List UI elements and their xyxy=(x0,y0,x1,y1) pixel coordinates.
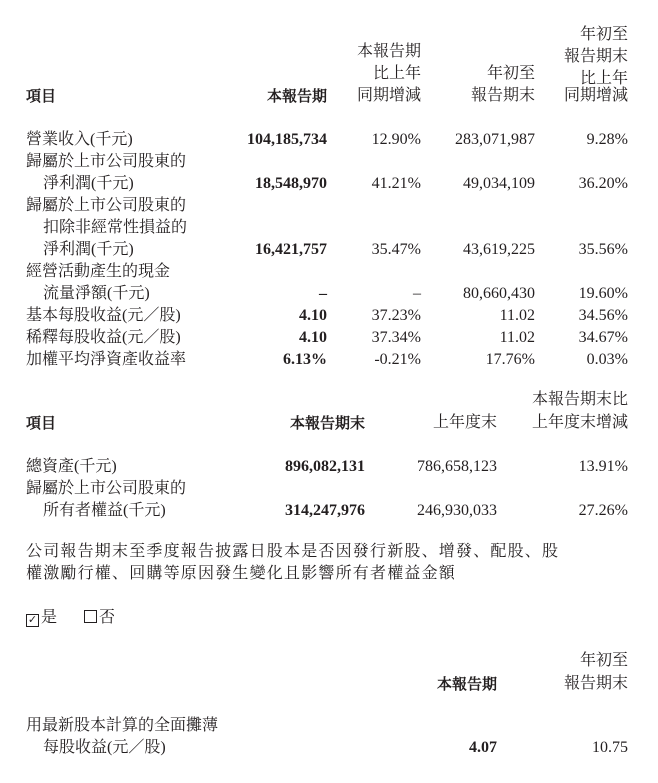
row-label: 歸屬於上市公司股東的 xyxy=(26,480,187,497)
cell-current-yoy: 37.23% xyxy=(371,307,421,324)
cell-ytd: 17.76% xyxy=(485,351,535,368)
cell-ytd: 11.02 xyxy=(499,329,535,346)
checkbox-checked-icon[interactable]: ✓ xyxy=(27,614,38,626)
cell-ytd-yoy: 0.03% xyxy=(586,351,628,368)
row-label: 流量淨額(千元) xyxy=(43,285,150,302)
cell-current-yoy: – xyxy=(413,285,421,302)
cell-ytd: 80,660,430 xyxy=(463,285,535,302)
row-label: 稀釋每股收益(元／股) xyxy=(26,329,181,346)
cell-current: – xyxy=(319,285,327,302)
paragraph-line: 權激勵行權、回購等原因發生變化且影響所有者權益金額 xyxy=(26,565,457,582)
cell-current-yoy: 37.34% xyxy=(371,329,421,346)
row-label: 淨利潤(千元) xyxy=(43,175,134,192)
option-yes-label: 是 xyxy=(41,609,58,626)
header-period-end: 本報告期末 xyxy=(289,414,365,432)
header-change: 本報告期末比 xyxy=(531,391,628,408)
row-label: 基本每股收益(元／股) xyxy=(26,307,181,324)
cell-current: 6.13% xyxy=(283,351,327,368)
row-label: 經營活動產生的現金 xyxy=(26,263,171,280)
header-current-yoy: 本報告期 xyxy=(356,43,421,60)
row-label: 總資產(千元) xyxy=(26,458,117,475)
cell-period-end: 314,247,976 xyxy=(285,502,365,519)
cell-ytd-yoy: 35.56% xyxy=(578,241,628,258)
cell-ytd: 11.02 xyxy=(499,307,535,324)
row-label: 加權平均淨資產收益率 xyxy=(26,351,187,368)
paragraph-line: 公司報告期末至季度報告披露日股本是否因發行新股、增發、配股、股 xyxy=(26,543,560,560)
header-current-yoy: 比上年 xyxy=(372,65,421,82)
header-item: 項目 xyxy=(26,87,57,105)
header-ytd: 年初至 xyxy=(579,652,628,669)
header-change: 上年度末增減 xyxy=(531,414,628,431)
row-label: 所有者權益(千元) xyxy=(43,502,166,519)
row-label: 扣除非經常性損益的 xyxy=(43,219,188,236)
table-row xyxy=(0,173,658,195)
cell-prev-year-end: 246,930,033 xyxy=(417,502,497,519)
header-ytd: 報告期末 xyxy=(470,87,535,104)
cell-current: 104,185,734 xyxy=(247,131,327,148)
table-row xyxy=(0,737,658,759)
header-current: 本報告期 xyxy=(436,675,497,693)
table-row xyxy=(0,327,658,349)
cell-prev-year-end: 786,658,123 xyxy=(417,458,497,475)
option-no[interactable] xyxy=(84,607,115,629)
cell-current: 4.10 xyxy=(299,329,327,346)
cell-ytd: 283,071,987 xyxy=(455,131,535,148)
table-row xyxy=(0,129,658,151)
cell-ytd: 49,034,109 xyxy=(463,175,535,192)
cell-ytd-yoy: 34.67% xyxy=(578,329,628,346)
cell-ytd-yoy: 19.60% xyxy=(578,285,628,302)
header-current: 本報告期 xyxy=(266,87,327,105)
cell-current: 4.07 xyxy=(469,739,497,756)
cell-ytd-yoy: 36.20% xyxy=(578,175,628,192)
header-prev-year-end: 上年度末 xyxy=(432,414,497,431)
row-label: 用最新股本計算的全面攤薄 xyxy=(26,717,219,734)
header-ytd: 報告期末 xyxy=(563,675,628,692)
cell-ytd-yoy: 9.28% xyxy=(586,131,628,148)
cell-current-yoy: 41.21% xyxy=(371,175,421,192)
cell-ytd-yoy: 34.56% xyxy=(578,307,628,324)
row-label: 每股收益(元／股) xyxy=(43,739,166,756)
header-ytd-yoy: 比上年 xyxy=(579,70,628,87)
cell-current: 16,421,757 xyxy=(255,241,327,258)
row-label: 歸屬於上市公司股東的 xyxy=(26,153,187,170)
row-label: 歸屬於上市公司股東的 xyxy=(26,197,187,214)
cell-current-yoy: 12.90% xyxy=(371,131,421,148)
header-ytd: 年初至 xyxy=(486,65,535,82)
table-row xyxy=(0,305,658,327)
table-row xyxy=(0,500,658,522)
cell-current-yoy: -0.21% xyxy=(374,351,421,368)
cell-change: 27.26% xyxy=(578,502,628,519)
row-label: 淨利潤(千元) xyxy=(43,241,134,258)
header-ytd-yoy: 年初至 xyxy=(579,26,628,43)
table-row xyxy=(0,283,658,305)
cell-ytd: 43,619,225 xyxy=(463,241,535,258)
header-item: 項目 xyxy=(26,414,57,432)
table-row xyxy=(0,456,658,478)
cell-period-end: 896,082,131 xyxy=(285,458,365,475)
yes-no-options xyxy=(0,607,658,629)
header-current-yoy: 同期增減 xyxy=(356,87,421,104)
option-yes[interactable] xyxy=(26,607,57,629)
option-no-label: 否 xyxy=(99,609,116,626)
header-ytd-yoy: 同期增減 xyxy=(563,87,628,104)
table-row xyxy=(0,239,658,261)
table-row xyxy=(0,349,658,371)
cell-current: 18,548,970 xyxy=(255,175,327,192)
share-capital-question xyxy=(26,541,632,585)
checkbox-empty-icon[interactable] xyxy=(84,610,97,623)
cell-current: 4.10 xyxy=(299,307,327,324)
cell-ytd: 10.75 xyxy=(592,739,628,756)
row-label: 營業收入(千元) xyxy=(26,131,133,148)
header-ytd-yoy: 報告期末 xyxy=(563,48,628,65)
cell-change: 13.91% xyxy=(578,458,628,475)
cell-current-yoy: 35.47% xyxy=(371,241,421,258)
